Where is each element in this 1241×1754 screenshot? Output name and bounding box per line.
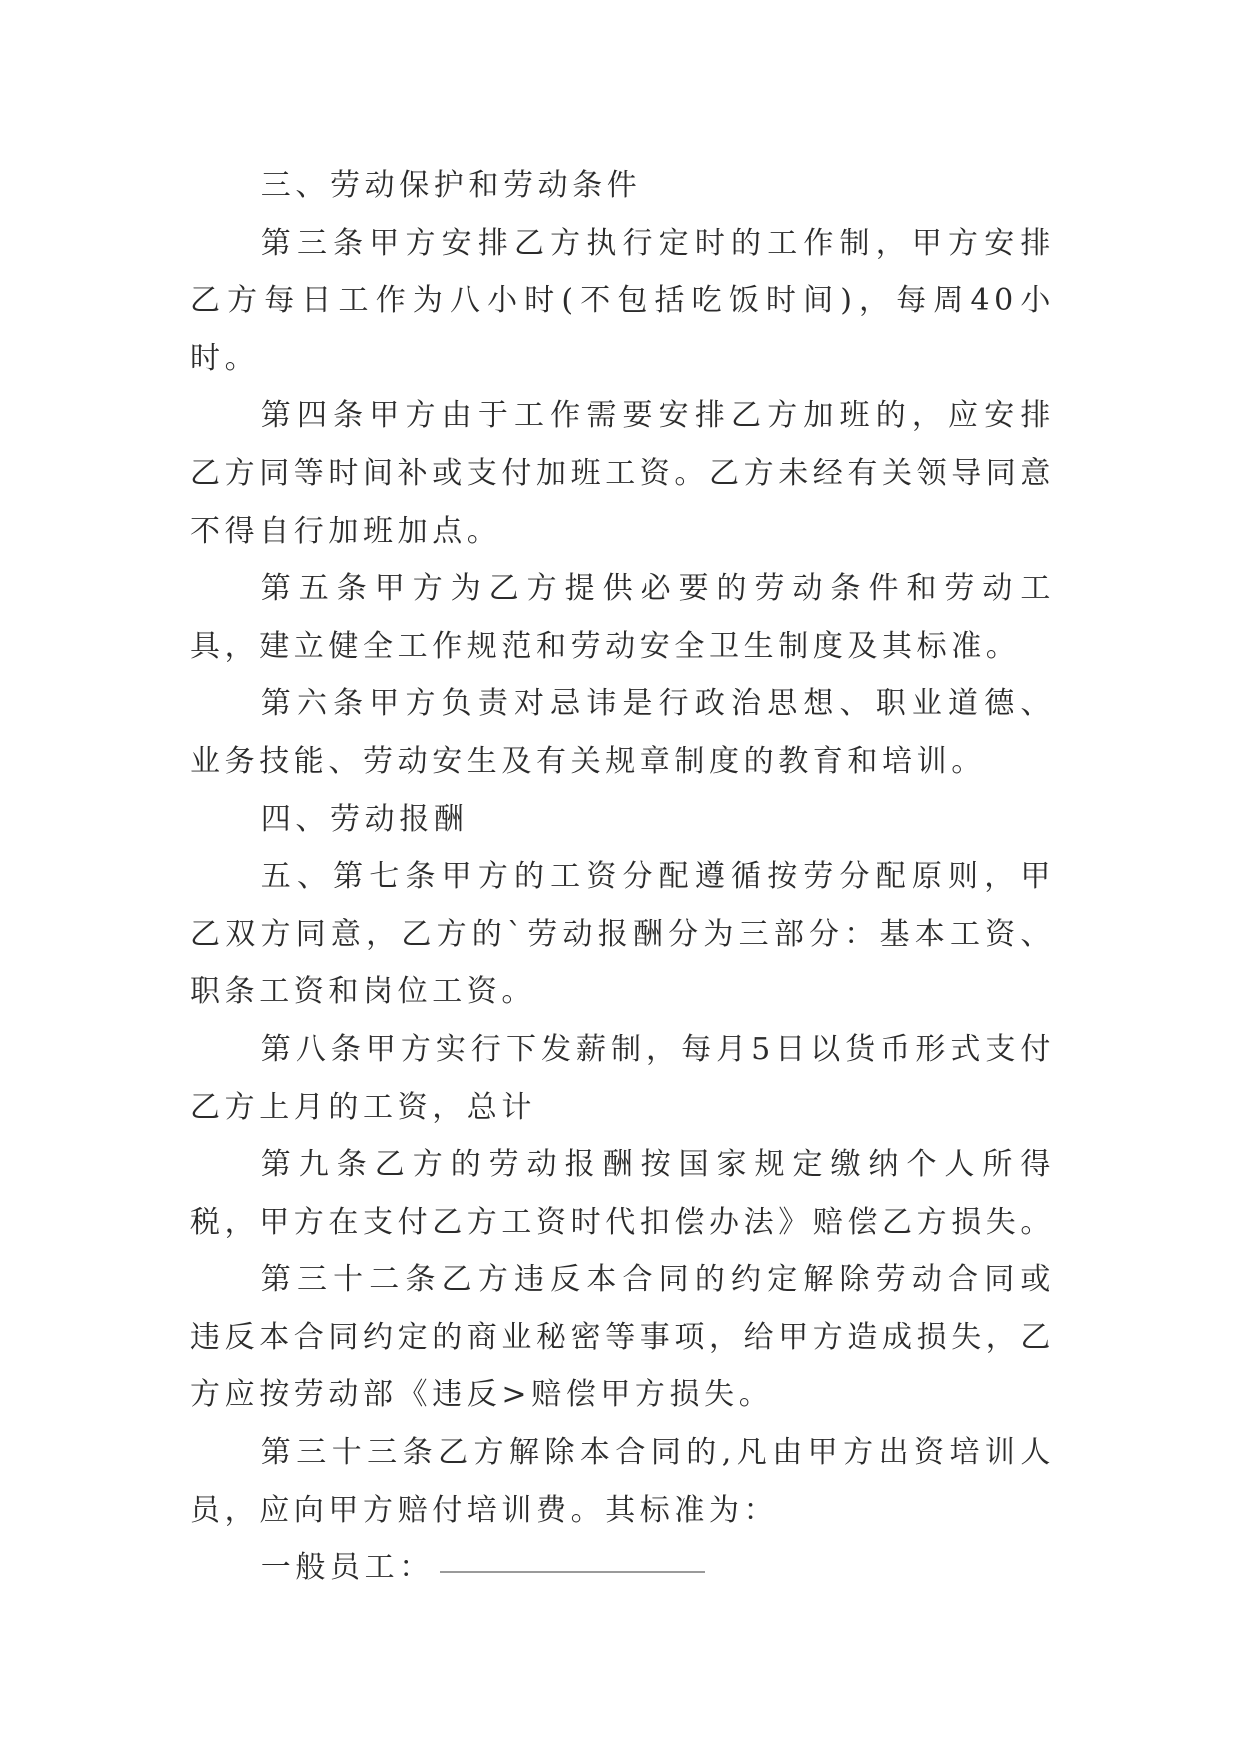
paragraph-article-5: 第五条甲方为乙方提供必要的劳动条件和劳动工具，建立健全工作规范和劳动安全卫生制度及其标准。 bbox=[190, 571, 1055, 664]
section-heading: 四、劳动报酬 bbox=[260, 801, 469, 837]
fill-in-line bbox=[190, 1539, 1055, 1597]
paragraph-article-9: 第九条乙方的劳动报酬按国家规定缴纳个人所得税，甲方在支付乙方工资时代扣偿办法》赔偿乙方损失。 bbox=[190, 1147, 1055, 1240]
paragraph-article-6: 第六条甲方负责对忌讳是行政治思想、职业道德、业务技能、劳动安生及有关规章制度的教育和培训。 bbox=[190, 686, 1055, 779]
paragraph-article-33: 第三十三条乙方解除本合同的,凡由甲方出资培训人员，应向甲方赔付培训费。其标准为： bbox=[190, 1435, 1055, 1528]
paragraph-article-8: 第八条甲方实行下发薪制，每月5日以货币形式支付乙方上月的工资，总计 bbox=[190, 1031, 1055, 1125]
blank-underline bbox=[440, 1569, 705, 1573]
paragraph-article-4: 第四条甲方由于工作需要安排乙方加班的，应安排乙方同等时间补或支付加班工资。乙方未经有关领导同意不得自行加班加点。 bbox=[190, 398, 1055, 549]
fill-in-label: 一般员工： bbox=[260, 1550, 434, 1586]
paragraph-article-7: 五、第七条甲方的工资分配遵循按劳分配原则，甲乙双方同意，乙方的`劳动报酬分为三部分：基本工资、职条工资和岗位工资。 bbox=[190, 859, 1055, 1010]
document-body bbox=[190, 157, 1055, 1597]
paragraph-article-3: 第三条甲方安排乙方执行定时的工作制，甲方安排乙方每日工作为八小时(不包括吃饭时间)，每周40小时。 bbox=[190, 225, 1055, 376]
section-heading: 三、劳动保护和劳动条件 bbox=[260, 168, 642, 203]
paragraph-article-32: 第三十二条乙方违反本合同的约定解除劳动合同或违反本合同约定的商业秘密等事项，给甲方造成损失，乙方应按劳动部《违反>赔偿甲方损失。 bbox=[190, 1262, 1055, 1413]
